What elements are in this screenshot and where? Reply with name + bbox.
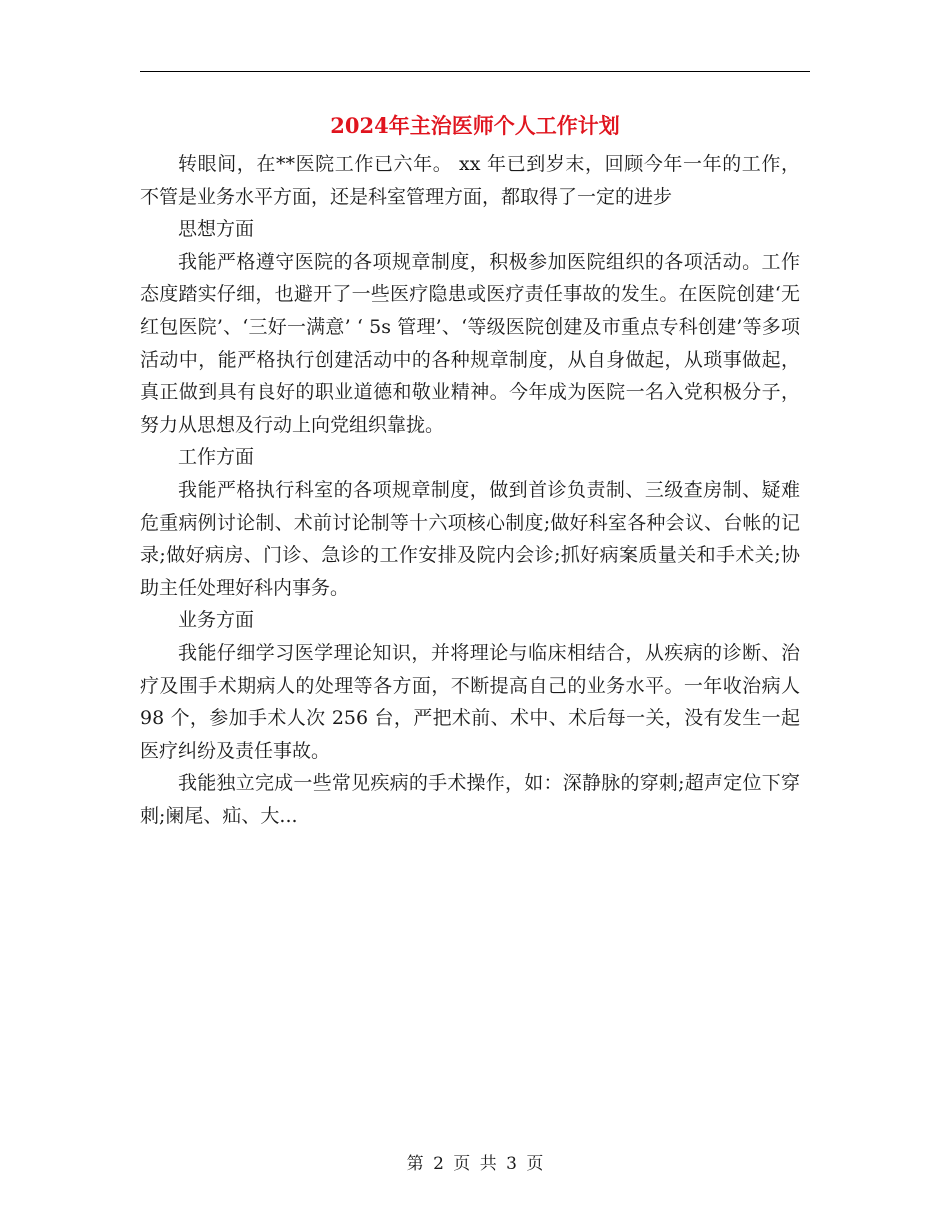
page-number-footer: 第 2 页 共 3 页 bbox=[406, 1154, 544, 1174]
section-heading-thought: 思想方面 bbox=[178, 218, 255, 241]
surgery-paragraph: 我能独立完成一些常见疾病的手术操作，如：深静脉的穿刺;超声定位下穿刺;阑尾、疝、大... bbox=[140, 772, 800, 827]
section-heading-business: 业务方面 bbox=[178, 609, 255, 632]
header-rule bbox=[140, 71, 810, 72]
thought-paragraph: 我能严格遵守医院的各项规章制度，积极参加医院组织的各项活动。工作态度踏实仔细，也避开了一些医疗隐患或医疗责任事故的发生。在医院创建‘无红包医院’、‘三好一满意’ ‘ 5s 管理’、‘等级医院创建及市重点专科创建’等多项活动中，能严格执行创建活动中的各种规章制度，从自身做起，从琐事做起，真正做到具有良好的职业道德和敬业精神。今年成为医院一名入党积极分子，努力从思想及行动上向党组织靠拢。 bbox=[140, 250, 800, 436]
intro-paragraph: 转眼间，在**医院工作已六年。 xx 年已到岁末，回顾今年一年的工作，不管是业务水平方面，还是科室管理方面，都取得了一定的进步 bbox=[140, 153, 800, 208]
work-paragraph: 我能严格执行科室的各项规章制度，做到首诊负责制、三级查房制、疑难危重病例讨论制、术前讨论制等十六项核心制度;做好科室各种会议、台帐的记录;做好病房、门诊、急诊的工作安排及院内会诊;抓好病案质量关和手术关;协助主任处理好科内事务。 bbox=[140, 478, 800, 599]
document-body bbox=[140, 148, 800, 832]
business-paragraph: 我能仔细学习医学理论知识，并将理论与临床相结合，从疾病的诊断、治疗及围手术期病人的处理等各方面，不断提高自己的业务水平。一年收治病人 98 个，参加手术人次 256 台，严把术前、术中、术后每一关，没有发生一起医疗纠纷及责任事故。 bbox=[140, 641, 800, 762]
section-heading-work: 工作方面 bbox=[178, 446, 255, 469]
document-title: 2024年主治医师个人工作计划 bbox=[330, 113, 620, 138]
